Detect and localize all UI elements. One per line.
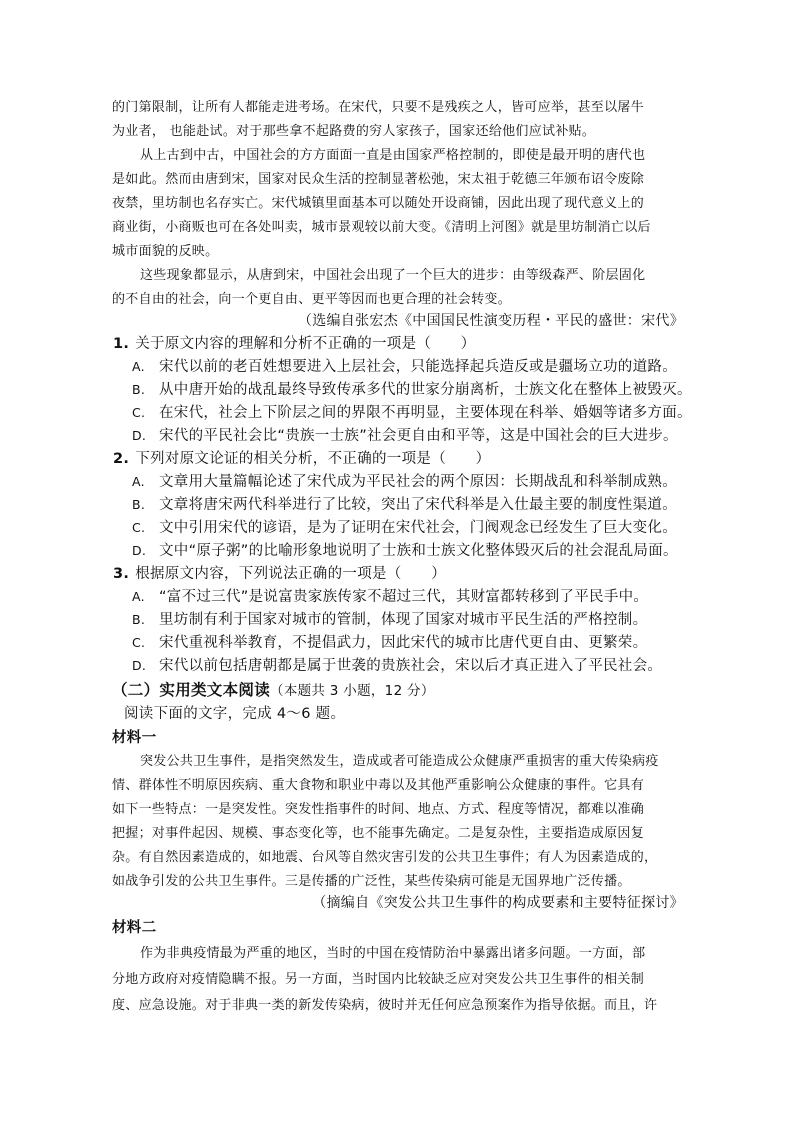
- option-text: 里坊制有利于国家对城市的管制，体现了国家对城市平民生活的严格控制。: [159, 612, 648, 628]
- option-text: 从中唐开始的战乱最终导致传承多代的世家分崩离析，士族文化在整体上被毁灭。: [159, 382, 692, 398]
- option-label: D.: [132, 428, 147, 443]
- option-text: 文中“原子粥”的比喻形象地说明了士族和士族文化整体毁灭后的社会混乱局面。: [159, 543, 678, 559]
- section-instruction: 阅读下面的文字，完成 4～6 题。: [124, 706, 346, 722]
- option-text: 宋代的平民社会比“贵族一士族”社会更自由和平等，这是中国社会的巨大进步。: [159, 428, 678, 444]
- option-text: 文中引用宋代的谚语，是为了证明在宋代社会，门阀观念已经发生了巨大变化。: [159, 520, 677, 536]
- question-2: [113, 449, 685, 469]
- option-text: 文章用大量篇幅论述了宋代成为平民社会的两个原因：长期战乱和科举制成熟。: [159, 474, 677, 490]
- section-heading: [112, 680, 684, 702]
- material-1-heading: 材料一: [112, 730, 157, 746]
- option-text: 在宋代，社会上下阶层之间的界限不再明显，主要体现在科举、婚姻等诸多方面。: [159, 405, 692, 421]
- material-line: 如战争引发的公共卫生事件。三是传播的广泛性，某些传染病可能是无国界地广泛传播。: [112, 874, 631, 889]
- question-3: [113, 564, 685, 584]
- option-label: D.: [132, 658, 147, 673]
- option-2b[interactable]: [132, 495, 704, 515]
- option-2d[interactable]: [132, 541, 704, 561]
- option-2c[interactable]: [132, 518, 704, 538]
- option-3b[interactable]: [132, 610, 704, 630]
- passage-line: 从上古到中古，中国社会的方方面面一直是由国家严格控制的，即使是最开明的唐代也: [140, 148, 646, 163]
- option-text: 宋代以前包括唐朝都是属于世袭的贵族社会，宋以后才真正进入了平民社会。: [159, 658, 663, 674]
- option-text: “富不过三代”是说富贵家族传家不超过三代，其财富都转移到了平民手中。: [159, 589, 649, 605]
- section-note: （本题共 3 小题，12 分）: [270, 683, 435, 699]
- option-label: A.: [132, 474, 145, 489]
- passage-line: 的门第限制，让所有人都能走进考场。在宋代，只要不是残疾之人，皆可应举，甚至以屠牛: [112, 100, 645, 115]
- option-label: B.: [132, 382, 146, 397]
- section-title: （二）实用类文本阅读: [112, 681, 271, 699]
- material-line: 如下一些特点：一是突发性。突发性指事件的时间、地点、方式、程度等情况，都难以准确: [112, 802, 645, 817]
- passage-line: 是如此。然而由唐到宋，国家对民众生活的控制显著松弛，宋太祖于乾德三年颁布诏令废除: [112, 172, 645, 187]
- passage-line: 这些现象都显示，从唐到宋，中国社会出现了一个巨大的进步：由等级森严、阶层固化: [140, 268, 646, 283]
- option-label: B.: [132, 612, 146, 627]
- material-line: 杂。有自然因素造成的，如地震、台风等自然灾害引发的公共卫生事件；有人为因素造成的，: [112, 850, 658, 865]
- option-3d[interactable]: [132, 656, 704, 676]
- material-line: 把握；对事件起因、规模、事态变化等，也不能事先确定。二是复杂性，主要指造成原因复: [112, 826, 645, 841]
- option-2a[interactable]: [132, 472, 704, 492]
- option-label: D.: [132, 543, 147, 558]
- option-label: B.: [132, 497, 146, 512]
- passage-line: 的不自由的社会，向一个更自由、更平等因而也更合理的社会转变。: [112, 292, 512, 307]
- option-1c[interactable]: [132, 403, 704, 423]
- option-1b[interactable]: [132, 380, 704, 400]
- option-label: C.: [132, 405, 146, 420]
- option-3a[interactable]: [132, 587, 704, 607]
- option-text: 宋代以前的老百姓想要进入上层社会，只能选择起兵造反或是疆场立功的道路。: [159, 359, 677, 375]
- option-3c[interactable]: [132, 633, 704, 653]
- passage-line: 城市面貌的反映。: [112, 244, 219, 259]
- material-1-source: （摘编自《突发公共卫生事件的构成要素和主要特征探讨》: [312, 895, 684, 911]
- question-1: [113, 334, 685, 354]
- option-1a[interactable]: [132, 357, 704, 377]
- option-text: 文章将唐宋两代科举进行了比较，突出了宋代科举是入仕最主要的制度性渠道。: [159, 497, 677, 513]
- material-line: 突发公共卫生事件，是指突然发生，造成或者可能造成公众健康严重损害的重大传染病疫: [140, 754, 659, 769]
- material-line: 情、群体性不明原因疾病、重大食物和职业中毒以及其他严重影响公众健康的事件。它具有: [112, 778, 645, 793]
- option-label: A.: [132, 589, 145, 604]
- question-number: 3.: [113, 566, 130, 582]
- question-number: 1.: [113, 336, 130, 352]
- material-2-heading: 材料二: [112, 920, 157, 936]
- option-label: C.: [132, 520, 146, 535]
- material-line: 度、应急设施。对于非典一类的新发传染病，彼时并无任何应急预案作为指导依据。而且，许: [112, 998, 658, 1013]
- option-1d[interactable]: [132, 426, 704, 446]
- question-number: 2.: [113, 451, 130, 467]
- question-stem: 根据原文内容，下列说法正确的一项是（ ）: [135, 566, 447, 582]
- material-line: 作为非典疫情最为严重的地区，当时的中国在疫情防治中暴露出诸多问题。一方面，部: [140, 946, 646, 961]
- material-line: 分地方政府对疫情隐瞒不报。另一方面，当时国内比较缺乏应对突发公共卫生事件的相关制: [112, 972, 645, 987]
- question-stem: 下列对原文论证的相关分析，不正确的一项是（ ）: [135, 451, 491, 467]
- option-text: 宋代重视科举教育，不提倡武力，因此宋代的城市比唐代更自由、更繁荣。: [159, 635, 648, 651]
- question-stem: 关于原文内容的理解和分析不正确的一项是（ ）: [135, 336, 476, 352]
- passage-line: 为业者， 也能赴试。对于那些拿不起路费的穷人家孩子，国家还给他们应试补贴。: [112, 124, 596, 139]
- option-label: A.: [132, 359, 145, 374]
- passage-line: 商业街，小商贩也可在各处叫卖，城市景观较以前大变。《清明上河图》就是里坊制消亡以后: [112, 220, 651, 235]
- passage-line: 夜禁，里坊制也名存实亡。宋代城镇里面基本可以随处开设商铺，因此出现了现代意义上的: [112, 196, 645, 211]
- option-label: C.: [132, 635, 146, 650]
- passage-source: （选编自张宏杰《中国国民性演变历程・平民的盛世：宋代》: [297, 313, 684, 329]
